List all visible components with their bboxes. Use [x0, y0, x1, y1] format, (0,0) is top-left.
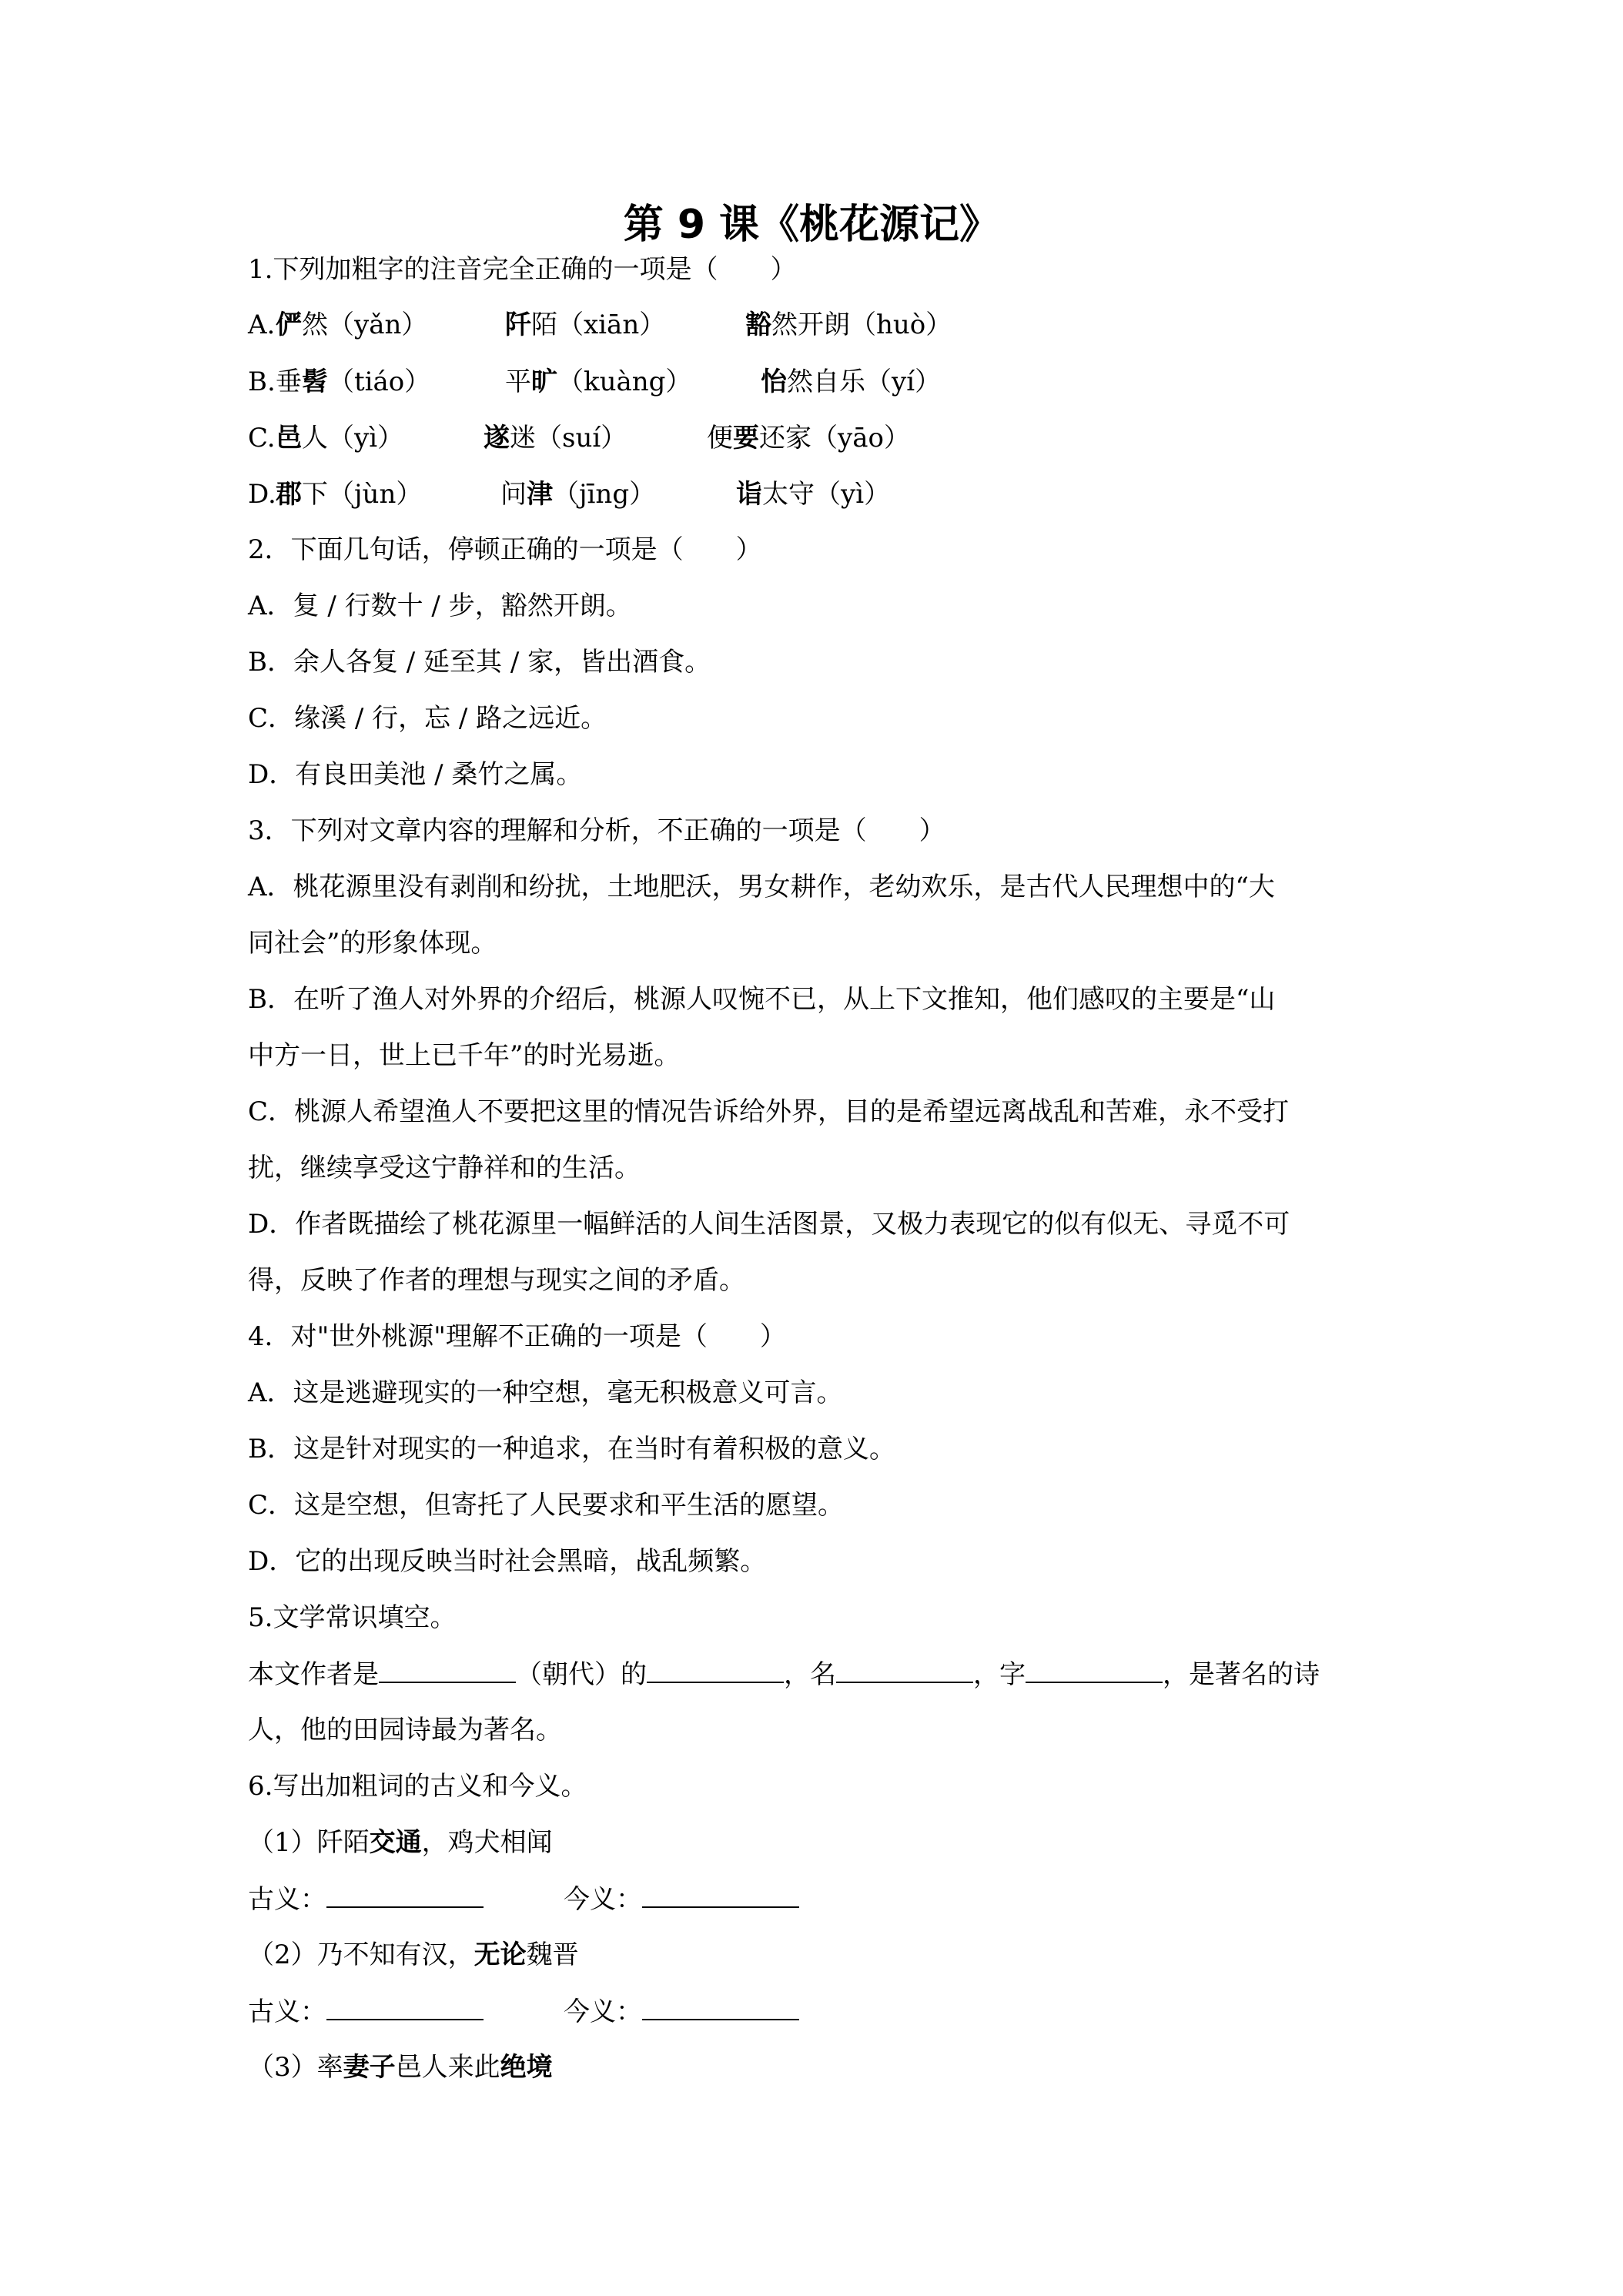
q1-option-b [248, 365, 1384, 399]
q1-option-d [248, 477, 1384, 511]
q1-option-a [248, 308, 1384, 342]
q5-text: ，名 [784, 1659, 836, 1690]
q2-option-a: A．复 / 行数十 / 步，豁然开朗。 [248, 591, 632, 621]
q5-blank-dynasty[interactable] [647, 1657, 784, 1683]
q6-stem: 6.写出加粗词的古义和今义。 [248, 1771, 587, 1802]
q1-option-item: 平旷（kuàng） [505, 366, 692, 397]
gu-yi-label: 古义： [248, 1994, 484, 2029]
q1-option-item: 阡陌（xiān） [505, 310, 666, 340]
q1-option-item: 问津（jīng） [500, 479, 656, 510]
q5-stem: 5.文学常识填空。 [248, 1602, 457, 1633]
q1-stem: 1.下列加粗字的注音完全正确的一项是（ ） [248, 254, 797, 285]
q5-text: ，是著名的诗 [1163, 1659, 1320, 1690]
q1-option-c [248, 421, 1384, 455]
q1-option-label: B. [248, 366, 276, 397]
q1-option-label: C. [248, 423, 276, 454]
q1-option-item: 邑人（yì） [276, 423, 404, 454]
q3-option-c-line1: C．桃源人希望渔人不要把这里的情况告诉给外界，目的是希望远离战乱和苦难，永不受打 [248, 1096, 1290, 1127]
gu-yi-label: 古义： [248, 1882, 484, 1916]
page-title: 第 9 课《桃花源记》 [623, 202, 1000, 248]
q3-option-b-line1: B．在听了渔人对外界的介绍后，桃源人叹惋不已，从上下文推知，他们感叹的主要是“山 [248, 984, 1276, 1015]
q3-option-b-line2: 中方一日，世上已千年”的时光易逝。 [248, 1040, 681, 1071]
q1-option-item: 遂迷（suí） [484, 423, 627, 454]
q4-option-c: C．这是空想，但寄托了人民要求和平生活的愿望。 [248, 1490, 845, 1521]
q4-option-b: B．这是针对现实的一种追求，在当时有着积极的意义。 [248, 1434, 895, 1464]
q5-text: 本文作者是 [248, 1659, 379, 1690]
jin-yi-label: 今义： [564, 1994, 799, 2029]
q3-option-c-line2: 扰，继续享受这宁静祥和的生活。 [248, 1153, 641, 1183]
q1-option-item: 怡然自乐（yí） [761, 366, 942, 397]
q4-option-a: A．这是逃避现实的一种空想，毫无积极意义可言。 [248, 1377, 843, 1408]
jin-yi-blank[interactable] [642, 1994, 799, 2020]
q5-fill-line [248, 1657, 1320, 1692]
q1-option-item: 俨然（yǎn） [276, 310, 428, 340]
q3-option-d-line2: 得，反映了作者的理想与现实之间的矛盾。 [248, 1265, 745, 1296]
jin-yi-label: 今义： [564, 1882, 799, 1916]
q3-option-a-line1: A．桃花源里没有剥削和纷扰，土地肥沃，男女耕作，老幼欢乐，是古代人民理想中的“大 [248, 872, 1275, 902]
jin-yi-blank[interactable] [642, 1882, 799, 1908]
q5-blank-author[interactable] [379, 1657, 516, 1683]
q1-option-item: 郡下（jùn） [276, 479, 423, 510]
q1-option-item: 便要还家（yāo） [707, 423, 910, 454]
q6-item-1: （1）阡陌交通，鸡犬相闻 [248, 1827, 553, 1858]
q1-option-label: D. [248, 479, 276, 510]
q2-option-b: B．余人各复 / 延至其 / 家，皆出酒食。 [248, 647, 711, 678]
q4-option-d: D．它的出现反映当时社会黑暗，战乱频繁。 [248, 1546, 767, 1577]
q5-blank-name[interactable] [836, 1657, 973, 1683]
q3-stem: 3．下列对文章内容的理解和分析，不正确的一项是（ ） [248, 815, 945, 846]
q6-item-2: （2）乃不知有汉，无论魏晋 [248, 1940, 579, 1970]
q1-option-item: 诣太守（yì） [736, 479, 891, 510]
q5-text: （朝代）的 [516, 1659, 647, 1690]
q6-answer-row-2 [248, 1994, 1384, 2028]
q6-answer-row-1 [248, 1882, 1384, 1916]
gu-yi-blank[interactable] [326, 1994, 484, 2020]
q1-option-label: A. [248, 310, 276, 340]
q2-option-c: C．缘溪 / 行，忘 / 路之远近。 [248, 703, 607, 734]
q4-stem: 4．对"世外桃源"理解不正确的一项是（ ） [248, 1321, 786, 1352]
q5-text: ，字 [973, 1659, 1026, 1690]
q5-line2: 人，他的田园诗最为著名。 [248, 1715, 562, 1745]
q5-blank-courtesy-name[interactable] [1026, 1657, 1163, 1683]
q3-option-a-line2: 同社会”的形象体现。 [248, 928, 497, 959]
q1-option-item: 垂髫（tiáo） [276, 366, 431, 397]
q3-option-d-line1: D．作者既描绘了桃花源里一幅鲜活的人间生活图景，又极力表现它的似有似无、寻觅不可 [248, 1209, 1290, 1240]
q2-stem: 2．下面几句话，停顿正确的一项是（ ） [248, 534, 762, 565]
q6-item-3: （3）率妻子邑人来此绝境 [248, 2052, 553, 2083]
gu-yi-blank[interactable] [326, 1882, 484, 1908]
q1-option-item: 豁然开朗（huò） [745, 310, 952, 340]
q2-option-d: D．有良田美池 / 桑竹之属。 [248, 759, 583, 790]
